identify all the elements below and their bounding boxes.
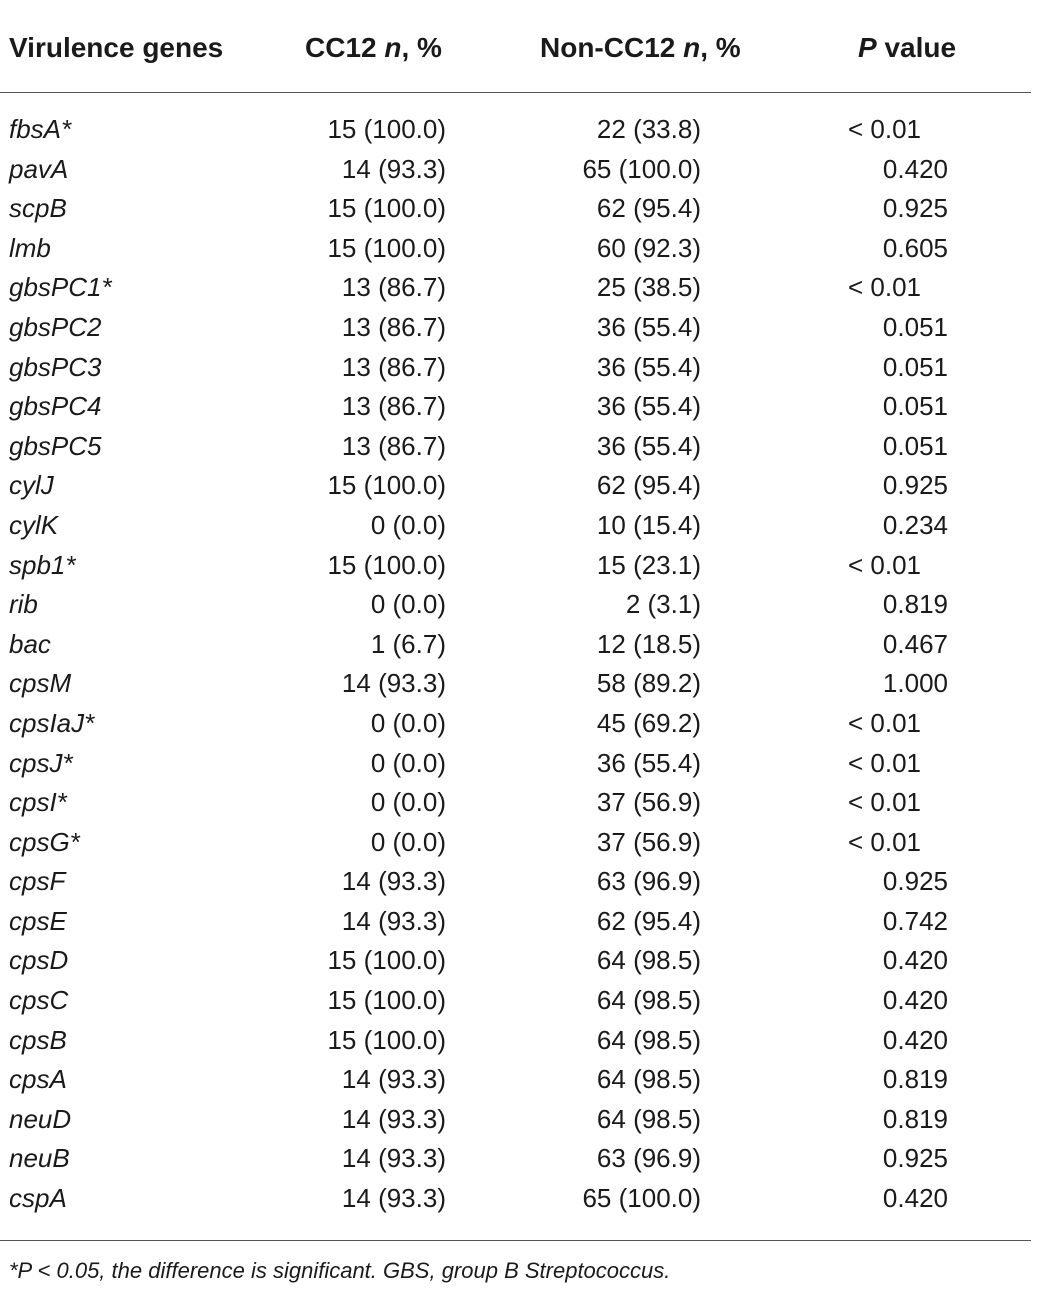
header-cc12-prefix: CC12	[305, 32, 385, 63]
cc12-value: 0 (0.0)	[370, 509, 446, 540]
non-cc12-value: 36 (55.4)	[596, 747, 701, 778]
table-row	[0, 229, 1031, 269]
non-cc12-value: 15 (23.1)	[596, 549, 701, 580]
header-noncc12-prefix: Non-CC12	[540, 32, 684, 63]
cc12-value: 0 (0.0)	[370, 707, 446, 738]
header-noncc12-suffix: , %	[700, 32, 741, 63]
cc12-value: 15 (100.0)	[327, 549, 446, 580]
non-cc12-value: 36 (55.4)	[596, 351, 701, 382]
p-value: 0.819	[882, 1103, 948, 1134]
gene-name: cpsA	[9, 1064, 67, 1095]
gene-name: pavA	[9, 153, 69, 184]
non-cc12-value: 62 (95.4)	[596, 470, 701, 501]
non-cc12-value: 36 (55.4)	[596, 311, 701, 342]
table-row	[0, 427, 1031, 467]
non-cc12-value: 60 (92.3)	[596, 232, 701, 263]
table-footnote: *P < 0.05, the difference is significant. GBS, group B Streptococcus.	[9, 1258, 671, 1283]
cc12-value: 0 (0.0)	[370, 589, 446, 620]
gene-name: cpsJ*	[9, 747, 73, 778]
cc12-value: 14 (93.3)	[341, 1143, 446, 1174]
cc12-value: 14 (93.3)	[341, 866, 446, 897]
table-row	[0, 902, 1031, 942]
header-noncc12-n: n	[683, 32, 701, 63]
table-row	[0, 585, 1031, 625]
non-cc12-value: 64 (98.5)	[596, 1024, 701, 1055]
p-value: 0.420	[882, 153, 948, 184]
table-row	[0, 862, 1031, 902]
p-value: 0.051	[882, 311, 948, 342]
gene-name: cpsE	[9, 905, 67, 936]
gene-name: rib	[9, 589, 38, 620]
cc12-value: 14 (93.3)	[341, 1103, 446, 1134]
gene-name: cpsB	[9, 1024, 67, 1055]
table-row	[0, 268, 1031, 308]
gene-name: neuD	[9, 1103, 72, 1134]
table-row	[0, 150, 1031, 190]
table-row	[0, 823, 1031, 863]
p-value: < 0.01	[848, 272, 922, 303]
gene-name: gbsPC2	[9, 311, 102, 342]
non-cc12-value: 36 (55.4)	[596, 391, 701, 422]
p-value: < 0.01	[848, 787, 922, 818]
cc12-value: 14 (93.3)	[341, 1064, 446, 1095]
p-value: 0.925	[882, 470, 948, 501]
p-value: < 0.01	[848, 707, 922, 738]
header-p-suffix: value	[876, 32, 957, 63]
table-row	[0, 110, 1031, 150]
table-bottom-rule	[0, 1240, 1031, 1241]
table-row	[0, 941, 1031, 981]
table-row	[0, 625, 1031, 665]
gene-name: cylK	[9, 509, 59, 540]
non-cc12-value: 63 (96.9)	[596, 866, 701, 897]
gene-name: spb1*	[9, 549, 76, 580]
table-row	[0, 189, 1031, 229]
p-value: 0.420	[882, 1183, 948, 1214]
cc12-value: 15 (100.0)	[327, 1024, 446, 1055]
table-row	[0, 387, 1031, 427]
gene-name: gbsPC1*	[9, 272, 112, 303]
p-value: 0.742	[882, 905, 948, 936]
p-value: 0.051	[882, 351, 948, 382]
p-value: 0.925	[882, 866, 948, 897]
non-cc12-value: 62 (95.4)	[596, 193, 701, 224]
cc12-value: 15 (100.0)	[327, 945, 446, 976]
non-cc12-value: 63 (96.9)	[596, 1143, 701, 1174]
cc12-value: 0 (0.0)	[370, 826, 446, 857]
table-row	[0, 1021, 1031, 1061]
p-value: < 0.01	[848, 826, 922, 857]
cc12-value: 15 (100.0)	[327, 193, 446, 224]
non-cc12-value: 22 (33.8)	[596, 114, 701, 144]
p-value: < 0.01	[848, 114, 922, 144]
non-cc12-value: 45 (69.2)	[596, 707, 701, 738]
non-cc12-value: 64 (98.5)	[596, 985, 701, 1016]
non-cc12-value: 64 (98.5)	[596, 1064, 701, 1095]
table-body	[0, 110, 1031, 1219]
table-row	[0, 744, 1031, 784]
non-cc12-value: 65 (100.0)	[582, 153, 701, 184]
gene-name: cpsI*	[9, 787, 67, 818]
non-cc12-value: 62 (95.4)	[596, 905, 701, 936]
header-p-value	[858, 32, 956, 64]
gene-name: cpsM	[9, 668, 72, 699]
cc12-value: 0 (0.0)	[370, 787, 446, 818]
p-value: 0.467	[882, 628, 948, 659]
table-row	[0, 546, 1031, 586]
p-value: 0.420	[882, 985, 948, 1016]
p-value: 0.234	[882, 509, 948, 540]
header-gene-label: Virulence genes	[9, 32, 224, 63]
p-value: 0.925	[882, 193, 948, 224]
cc12-value: 14 (93.3)	[341, 668, 446, 699]
header-cc12-n: n	[384, 32, 402, 63]
gene-name: gbsPC3	[9, 351, 102, 382]
gene-name: cspA	[9, 1183, 67, 1214]
non-cc12-value: 2 (3.1)	[625, 589, 701, 620]
table-row	[0, 704, 1031, 744]
non-cc12-value: 65 (100.0)	[582, 1183, 701, 1214]
non-cc12-value: 58 (89.2)	[596, 668, 701, 699]
p-value: 0.605	[882, 232, 948, 263]
header-cc12-suffix: , %	[401, 32, 442, 63]
gene-name: cpsF	[9, 866, 66, 897]
table-row	[0, 783, 1031, 823]
cc12-value: 15 (100.0)	[327, 232, 446, 263]
gene-name: cpsD	[9, 945, 69, 976]
p-value: < 0.01	[848, 549, 922, 580]
header-cc12	[305, 32, 442, 64]
gene-name: fbsA*	[9, 114, 72, 144]
cc12-value: 15 (100.0)	[327, 114, 446, 144]
cc12-value: 13 (86.7)	[341, 430, 446, 461]
gene-name: lmb	[9, 232, 51, 263]
cc12-value: 14 (93.3)	[341, 905, 446, 936]
non-cc12-value: 12 (18.5)	[596, 628, 701, 659]
gene-name: neuB	[9, 1143, 70, 1174]
gene-name: cylJ	[9, 470, 54, 501]
cc12-value: 15 (100.0)	[327, 985, 446, 1016]
gene-name: bac	[9, 628, 51, 659]
non-cc12-value: 10 (15.4)	[596, 509, 701, 540]
gene-name: scpB	[9, 193, 67, 224]
table-row	[0, 664, 1031, 704]
header-non-cc12	[540, 32, 741, 64]
table-row	[0, 1179, 1031, 1219]
non-cc12-value: 36 (55.4)	[596, 430, 701, 461]
header-p-italic: P	[858, 32, 877, 63]
p-value: 0.051	[882, 430, 948, 461]
p-value: 0.925	[882, 1143, 948, 1174]
table-row	[0, 348, 1031, 388]
gene-name: gbsPC4	[9, 391, 102, 422]
gene-name: cpsC	[9, 985, 69, 1016]
p-value: 0.420	[882, 945, 948, 976]
p-value: < 0.01	[848, 747, 922, 778]
p-value: 0.051	[882, 391, 948, 422]
cc12-value: 1 (6.7)	[370, 628, 446, 659]
cc12-value: 13 (86.7)	[341, 391, 446, 422]
gene-name: cpsG*	[9, 826, 80, 857]
non-cc12-value: 25 (38.5)	[596, 272, 701, 303]
table-row	[0, 506, 1031, 546]
cc12-value: 0 (0.0)	[370, 747, 446, 778]
p-value: 0.819	[882, 589, 948, 620]
table-row	[0, 1100, 1031, 1140]
p-value: 1.000	[882, 668, 948, 699]
non-cc12-value: 64 (98.5)	[596, 945, 701, 976]
table-row	[0, 308, 1031, 348]
cc12-value: 14 (93.3)	[341, 153, 446, 184]
cc12-value: 13 (86.7)	[341, 272, 446, 303]
table-row	[0, 981, 1031, 1021]
table-row	[0, 466, 1031, 506]
non-cc12-value: 64 (98.5)	[596, 1103, 701, 1134]
table-row	[0, 1139, 1031, 1179]
gene-name: cpsIaJ*	[9, 707, 95, 738]
cc12-value: 14 (93.3)	[341, 1183, 446, 1214]
cc12-value: 13 (86.7)	[341, 351, 446, 382]
header-virulence-genes	[9, 32, 223, 64]
cc12-value: 15 (100.0)	[327, 470, 446, 501]
p-value: 0.819	[882, 1064, 948, 1095]
table-header-row	[0, 0, 1031, 93]
non-cc12-value: 37 (56.9)	[596, 826, 701, 857]
cc12-value: 13 (86.7)	[341, 311, 446, 342]
table-row	[0, 1060, 1031, 1100]
p-value: 0.420	[882, 1024, 948, 1055]
gene-name: gbsPC5	[9, 430, 102, 461]
non-cc12-value: 37 (56.9)	[596, 787, 701, 818]
